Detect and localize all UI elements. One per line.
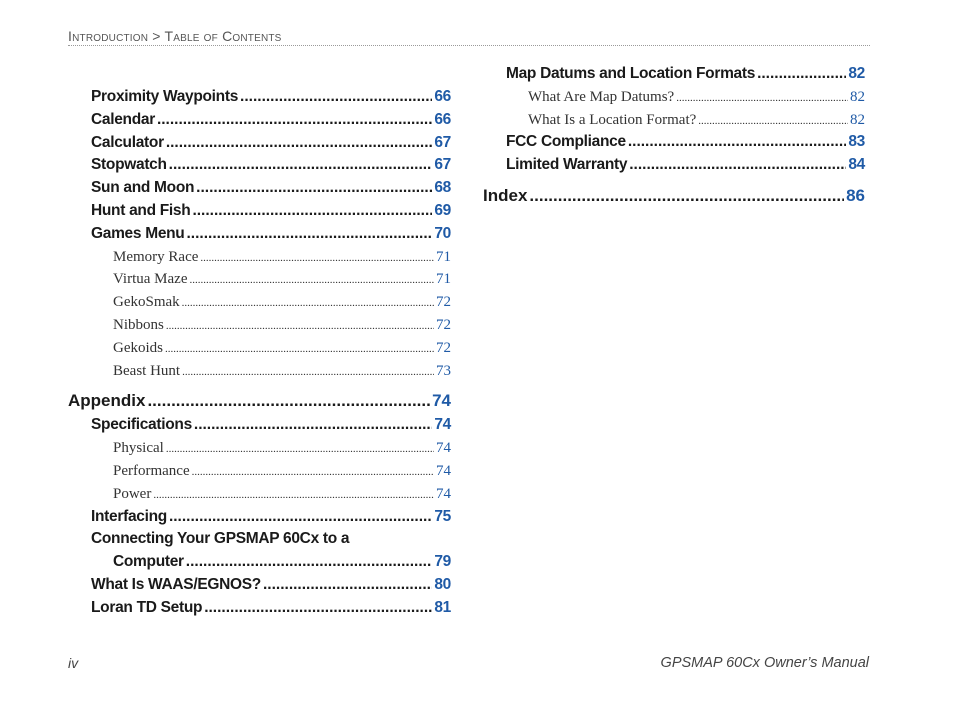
toc-entry[interactable] bbox=[483, 86, 865, 109]
toc-page-link[interactable]: 83 bbox=[848, 133, 865, 151]
toc-entry-title: Map Datums and Location Formats bbox=[506, 65, 756, 82]
toc-entry-title: Beast Hunt bbox=[113, 362, 181, 379]
toc-entry[interactable] bbox=[483, 131, 865, 154]
toc-entry[interactable] bbox=[68, 86, 451, 109]
toc-page-link[interactable]: 71 bbox=[436, 271, 451, 288]
toc-page-link[interactable]: 82 bbox=[848, 65, 865, 82]
toc-entry[interactable] bbox=[68, 223, 451, 246]
toc-entry[interactable] bbox=[68, 551, 451, 574]
toc-page-link[interactable]: 74 bbox=[436, 462, 451, 479]
toc-page-link[interactable]: 69 bbox=[434, 201, 451, 219]
toc-left-column bbox=[68, 86, 451, 620]
dot-leader bbox=[200, 247, 434, 270]
toc-entry[interactable] bbox=[68, 132, 451, 155]
dot-leader bbox=[240, 86, 432, 109]
toc-entry-wrapped-line[interactable]: Connecting Your GPSMAP 60Cx to a bbox=[91, 530, 350, 548]
dot-leader bbox=[169, 506, 432, 529]
dot-leader bbox=[166, 438, 434, 461]
toc-entry-title: Computer bbox=[113, 553, 184, 571]
toc-entry-title: Loran TD Setup bbox=[91, 598, 203, 616]
toc-entry[interactable] bbox=[68, 154, 451, 177]
toc-entry[interactable] bbox=[68, 460, 451, 483]
toc-page-link[interactable]: 66 bbox=[434, 110, 451, 128]
dot-leader bbox=[166, 315, 434, 338]
dot-leader bbox=[204, 597, 432, 620]
toc-page-link[interactable]: 74 bbox=[434, 416, 451, 434]
toc-page-link[interactable]: 68 bbox=[434, 179, 451, 197]
toc-entry[interactable] bbox=[68, 437, 451, 460]
toc-page-link[interactable]: 70 bbox=[434, 224, 451, 242]
dot-leader bbox=[194, 414, 432, 437]
toc-page-link[interactable]: 82 bbox=[850, 111, 865, 128]
toc-entry-title: Calendar bbox=[91, 110, 155, 128]
toc-page-link[interactable]: 73 bbox=[436, 362, 451, 379]
toc-entry-title: Specifications bbox=[91, 416, 192, 434]
dot-leader bbox=[186, 223, 432, 246]
dot-leader bbox=[169, 154, 433, 177]
manual-title: GPSMAP 60Cx Owner’s Manual bbox=[660, 655, 869, 671]
toc-entry-title: Nibbons bbox=[113, 316, 164, 333]
breadcrumb: Introduction > Table of Contents bbox=[68, 27, 870, 46]
toc-entry[interactable] bbox=[68, 506, 451, 529]
toc-entry-title: Gekoids bbox=[113, 339, 163, 356]
toc-page-link[interactable]: 84 bbox=[848, 156, 865, 174]
toc-entry[interactable] bbox=[68, 246, 451, 269]
toc-entry-title: Stopwatch bbox=[91, 156, 167, 174]
toc-entry[interactable] bbox=[68, 291, 451, 314]
toc-right-column bbox=[483, 63, 865, 209]
dot-leader bbox=[196, 177, 432, 200]
toc-entry-title: GekoSmak bbox=[113, 294, 180, 311]
toc-page-link[interactable]: 80 bbox=[434, 575, 451, 593]
toc-page-link[interactable]: 81 bbox=[434, 598, 451, 616]
dot-leader bbox=[676, 87, 848, 110]
dot-leader bbox=[186, 551, 433, 574]
dot-leader bbox=[629, 154, 846, 177]
toc-entry[interactable] bbox=[483, 63, 865, 86]
toc-entry-title: Calculator bbox=[91, 133, 164, 151]
dot-leader bbox=[182, 292, 434, 315]
dot-leader bbox=[529, 183, 844, 209]
toc-entry-title: FCC Compliance bbox=[506, 133, 626, 151]
toc-entry-title: Memory Race bbox=[113, 248, 199, 265]
toc-entry[interactable] bbox=[483, 154, 865, 177]
toc-page-link[interactable]: 74 bbox=[432, 391, 451, 411]
toc-page-link[interactable]: 72 bbox=[436, 316, 451, 333]
toc-section-entry[interactable] bbox=[483, 183, 865, 209]
toc-entry[interactable] bbox=[68, 200, 451, 223]
toc-entry[interactable] bbox=[68, 268, 451, 291]
toc-entry-title: Sun and Moon bbox=[91, 179, 195, 197]
dot-leader bbox=[182, 361, 434, 384]
dot-leader bbox=[628, 131, 847, 154]
toc-section-entry[interactable] bbox=[68, 388, 451, 414]
toc-entry[interactable] bbox=[68, 109, 451, 132]
toc-entry[interactable] bbox=[68, 337, 451, 360]
dot-leader bbox=[189, 269, 434, 292]
toc-page-link[interactable]: 72 bbox=[436, 339, 451, 356]
toc-page-link[interactable]: 74 bbox=[436, 440, 451, 457]
dot-leader bbox=[698, 110, 848, 133]
toc-page-link[interactable]: 74 bbox=[436, 485, 451, 502]
toc-entry[interactable] bbox=[483, 109, 865, 132]
toc-entry[interactable] bbox=[68, 360, 451, 383]
toc-entry-title: Interfacing bbox=[91, 507, 167, 525]
dot-leader bbox=[165, 338, 434, 361]
toc-page-link[interactable]: 67 bbox=[434, 156, 451, 174]
toc-entry-title: Performance bbox=[113, 462, 190, 479]
toc-page-link[interactable]: 82 bbox=[850, 88, 865, 105]
toc-entry-title: Power bbox=[113, 485, 152, 502]
toc-entry[interactable] bbox=[68, 414, 451, 437]
toc-entry-title: Hunt and Fish bbox=[91, 201, 191, 219]
dot-leader bbox=[192, 461, 434, 484]
toc-entry-title: Appendix bbox=[68, 391, 146, 411]
dot-leader bbox=[166, 132, 433, 155]
toc-page-link[interactable]: 71 bbox=[436, 248, 451, 265]
toc-entry[interactable] bbox=[68, 597, 451, 620]
toc-entry-title: Limited Warranty bbox=[506, 156, 628, 174]
dot-leader bbox=[157, 109, 432, 132]
toc-entry[interactable] bbox=[68, 177, 451, 200]
toc-entry[interactable] bbox=[68, 574, 451, 597]
toc-entry-title: What Is WAAS/EGNOS? bbox=[91, 575, 261, 593]
page-number: iv bbox=[68, 655, 79, 671]
toc-page-link[interactable]: 67 bbox=[434, 133, 451, 151]
toc-entry-title: Proximity Waypoints bbox=[91, 88, 239, 105]
toc-page-link[interactable]: 86 bbox=[846, 185, 865, 205]
dot-leader bbox=[263, 574, 432, 597]
dot-leader bbox=[153, 484, 434, 507]
toc-page-link[interactable]: 72 bbox=[436, 294, 451, 311]
dot-leader bbox=[147, 388, 430, 414]
dot-leader bbox=[757, 63, 846, 86]
toc-page-link[interactable]: 79 bbox=[434, 553, 451, 571]
toc-entry-title: Index bbox=[483, 185, 528, 205]
dot-leader bbox=[192, 200, 432, 223]
toc-entry[interactable] bbox=[68, 483, 451, 506]
toc-entry-title: Games Menu bbox=[91, 224, 185, 242]
toc-entry-title: What Is a Location Format? bbox=[528, 111, 697, 128]
toc-entry-title: What Are Map Datums? bbox=[528, 88, 675, 105]
toc-page-link[interactable]: 66 bbox=[434, 88, 451, 105]
toc-page-link[interactable]: 75 bbox=[434, 507, 451, 525]
toc-entry-title: Physical bbox=[113, 440, 164, 457]
toc-entry[interactable] bbox=[68, 314, 451, 337]
toc-entry-title: Virtua Maze bbox=[113, 271, 188, 288]
